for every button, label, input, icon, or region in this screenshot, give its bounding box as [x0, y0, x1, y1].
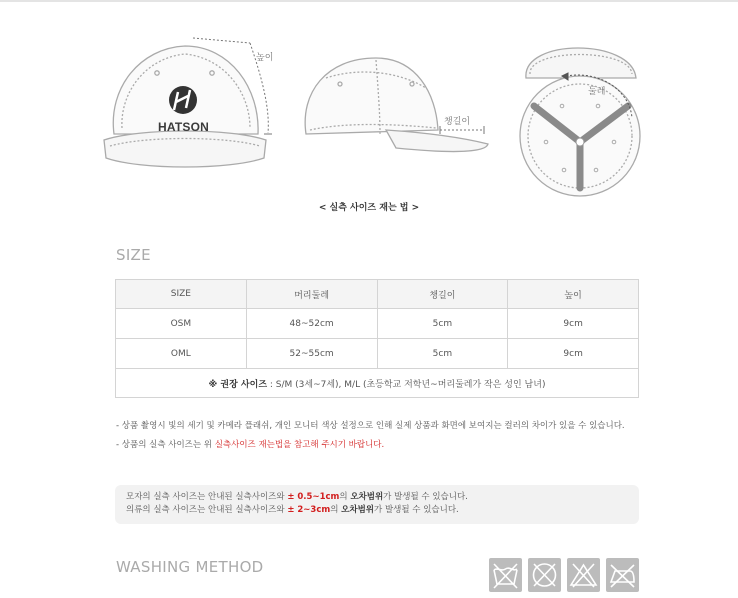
tolerance-info-box	[115, 485, 639, 524]
cap-side-illustration	[296, 18, 492, 196]
tolerance-keyword: 오차범위	[341, 505, 375, 515]
recommendation-label: ※ 권장 사이즈	[208, 379, 268, 390]
cell-brim-length: 5cm	[377, 309, 508, 339]
header-brim-length: 챙길이	[377, 280, 508, 309]
brim-measure-label: 챙길이	[444, 117, 471, 127]
cap-front-illustration	[100, 18, 280, 196]
cell-head-circumference: 48~52cm	[246, 309, 377, 339]
washing-section-title: WASHING METHOD	[116, 558, 264, 576]
measure-caption: < 실측 사이즈 재는 법 >	[318, 203, 420, 213]
table-row	[116, 309, 639, 339]
table-header-row	[116, 280, 639, 309]
tolerance-text: 의류의 실측 사이즈는 안내된 실측사이즈와	[126, 505, 288, 515]
size-section-title: SIZE	[116, 246, 151, 264]
note-measurement	[116, 440, 642, 451]
brand-logo: HATSON	[158, 120, 209, 134]
tolerance-text: 의	[330, 505, 342, 515]
tolerance-text: 모자의 실측 사이즈는 안내된 실측사이즈와	[126, 492, 288, 502]
do-not-bleach-icon	[528, 558, 561, 592]
do-not-wash-icon	[489, 558, 522, 592]
recommendation-text: : S/M (3세~7세), M/L (초등학교 저학년~머리둘레가 작은 성인 남녀)	[267, 379, 546, 390]
cell-size: OSM	[116, 309, 247, 339]
tolerance-text: 가 발생될 수 있습니다.	[383, 492, 468, 502]
tolerance-keyword: 오차범위	[350, 492, 384, 502]
cell-brim-length: 5cm	[377, 339, 508, 369]
note-measurement-highlight: 실측사이즈 재는법을 참고해 주시기 바랍니다.	[214, 440, 385, 450]
note-color-difference: - 상품 촬영시 빛의 세기 및 카메라 플래쉬, 개인 모니터 색상 설정으로 인해 실제 상품과 화면에 보여지는 컬러의 차이가 있을 수 있습니다.	[116, 421, 625, 431]
tolerance-range: ± 2~3cm	[287, 505, 331, 515]
recommendation-cell	[116, 369, 639, 398]
tolerance-text: 의	[339, 492, 351, 502]
table-row	[116, 339, 639, 369]
height-measure-label: 높이	[256, 53, 274, 63]
tolerance-line-hat	[126, 491, 628, 504]
cap-top-illustration	[512, 18, 648, 196]
do-not-dryclean-icon	[567, 558, 600, 592]
header-head-circumference: 머리둘레	[246, 280, 377, 309]
cell-height: 9cm	[508, 309, 639, 339]
size-table	[115, 279, 639, 398]
tolerance-range: ± 0.5~1cm	[287, 492, 340, 502]
notes	[116, 421, 642, 459]
tolerance-text: 가 발생될 수 있습니다.	[374, 505, 459, 515]
washing-icons	[489, 558, 641, 594]
header-height: 높이	[508, 280, 639, 309]
top-divider	[0, 0, 738, 2]
cell-height: 9cm	[508, 339, 639, 369]
header-size: SIZE	[116, 280, 247, 309]
cell-head-circumference: 52~55cm	[246, 339, 377, 369]
recommendation-row	[116, 369, 639, 398]
circumference-measure-label: 둘레	[588, 87, 606, 97]
note-measurement-prefix: - 상품의 실측 사이즈는 위	[116, 440, 215, 450]
cell-size: OML	[116, 339, 247, 369]
do-not-iron-icon	[606, 558, 639, 592]
tolerance-line-clothing	[126, 504, 628, 517]
